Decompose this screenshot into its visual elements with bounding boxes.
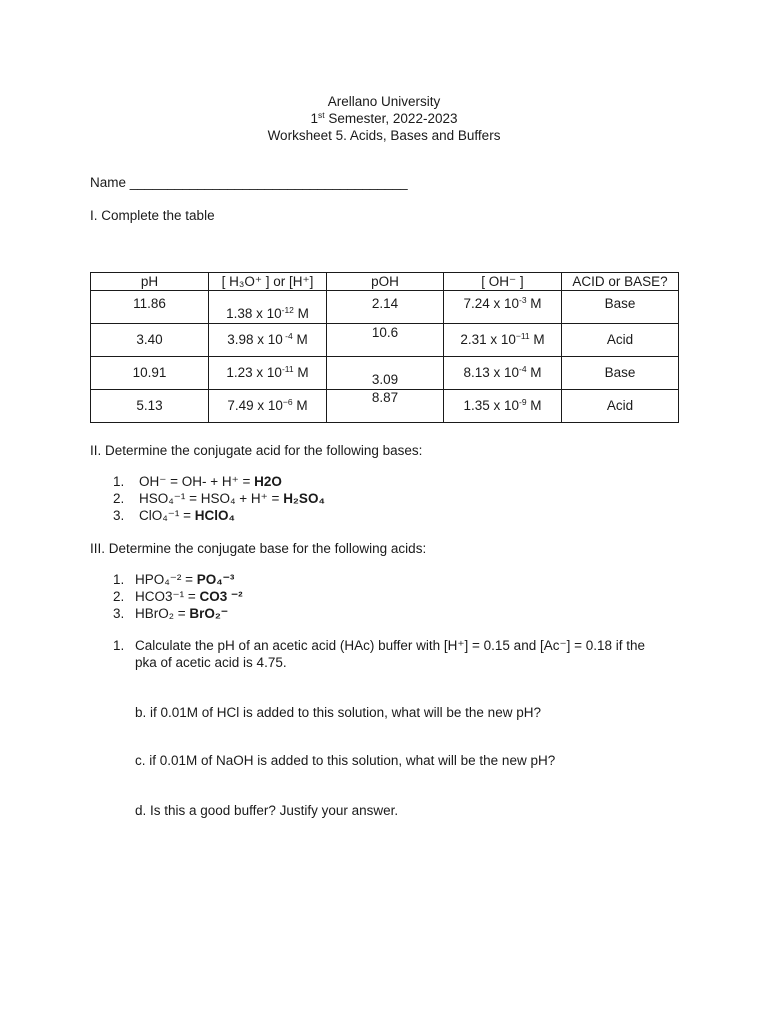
section-2-title: II. Determine the conjugate acid for the following bases: (90, 443, 423, 458)
oh-concentration: 2.31 x $10^{-11}$ M (460, 331, 545, 347)
worksheet-title: Worksheet 5. Acids, Bases and Buffers (267, 128, 501, 143)
ph-value: 11.86 (133, 296, 166, 311)
h-concentration: 3.98 x 10 $^{-4}$ M (227, 331, 308, 347)
col-header-poh: pOH (327, 273, 444, 291)
oh-concentration: 1.35 x $10^{-9}$ M (463, 397, 542, 413)
list-item: 3. ClO₄⁻¹ = HClO₄ (113, 508, 235, 523)
poh-value: 2.14 (371, 296, 399, 311)
list-item: 1. OH⁻ = OH- + H⁺ = H2O (113, 474, 282, 489)
semester-line: 1st Semester, 2022-2023 (310, 110, 458, 126)
question-1-line-1: Calculate the pH of an acetic acid (HAc) buffer with [H⁺] = 0.15 and [Ac⁻] = 0.18 if the (135, 638, 646, 653)
poh-value: 10.6 (371, 325, 399, 340)
h-concentration: 7.49 x $10^{-6}$ M (227, 397, 308, 413)
h-concentration: 1.23 x $10^{-11}$ M (226, 364, 309, 380)
ph-value: 5.13 (136, 398, 163, 413)
name-label: Name (90, 175, 127, 190)
acid-base-value: Base (604, 296, 636, 311)
table-row (91, 390, 679, 423)
h-concentration: 1.38 x $10^{-12}$ M (226, 305, 309, 321)
name-field (90, 175, 408, 190)
question-c: c. if 0.01M of NaOH is added to this solution, what will be the new pH? (135, 753, 556, 768)
question-1-number: 1. (113, 638, 125, 653)
list-item: 1. HPO₄⁻² = PO₄⁻³ (113, 572, 235, 587)
ph-value: 3.40 (136, 332, 163, 347)
acid-base-value: Acid (606, 398, 634, 413)
table-row (91, 291, 679, 324)
name-line: _____________________________________ (129, 175, 408, 190)
acid-base-value: Acid (606, 332, 634, 347)
acid-base-value: Base (604, 365, 636, 380)
list-item: 2. HSO₄⁻¹ = HSO₄ + H⁺ = H₂SO₄ (113, 491, 325, 506)
ph-value: 10.91 (132, 365, 167, 380)
col-header-acid-base: ACID or BASE? (562, 273, 679, 291)
table-header-row (91, 273, 679, 291)
university-name: Arellano University (327, 94, 441, 109)
col-header-h3o: [ H₃O⁺ ] or [H⁺] (209, 273, 327, 291)
section-3-title: III. Determine the conjugate base for the following acids: (90, 541, 427, 556)
poh-value: 8.87 (371, 390, 399, 405)
table-row (91, 357, 679, 390)
col-header-ph: pH (91, 273, 209, 291)
ph-table (90, 272, 679, 423)
table-row (91, 324, 679, 357)
col-header-oh: [ OH⁻ ] (444, 273, 562, 291)
oh-concentration: 8.13 x $10^{-4}$ M (463, 364, 542, 380)
poh-value: 3.09 (371, 372, 399, 387)
question-b: b. if 0.01M of HCl is added to this solution, what will be the new pH? (135, 705, 541, 720)
section-1-title: I. Complete the table (90, 208, 215, 223)
oh-concentration: 7.24 x $10^{-3}$ M (463, 295, 542, 311)
question-1-line-2: pka of acetic acid is 4.75. (135, 655, 287, 670)
list-item: 2. HCO3⁻¹ = CO3 ⁻² (113, 589, 243, 604)
list-item: 3. HBrO₂ = BrO₂⁻ (113, 606, 229, 621)
page-header (0, 93, 768, 144)
question-d: d. Is this a good buffer? Justify your answer. (135, 803, 399, 818)
